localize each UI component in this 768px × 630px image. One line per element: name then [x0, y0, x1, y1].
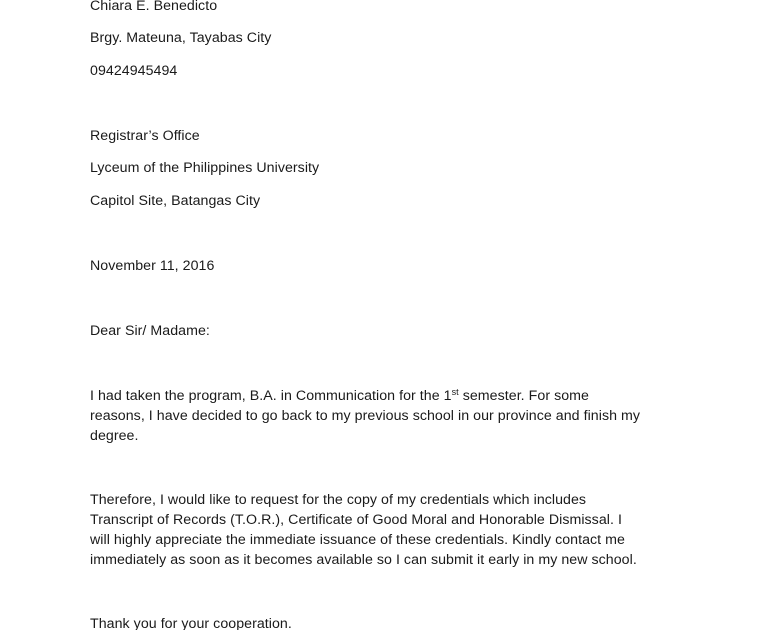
superscript-ordinal: st [451, 387, 459, 397]
salutation: Dear Sir/ Madame: [90, 323, 210, 339]
paragraph-line [90, 386, 680, 406]
recipient-institution: Lyceum of the Philippines University [90, 160, 320, 176]
letter-date: November 11, 2016 [90, 258, 215, 274]
sender-name: Chiara E. Benedicto [90, 0, 218, 14]
body-paragraph-1 [90, 386, 680, 446]
paragraph-line: will highly appreciate the immediate issuance of these credentials. Kindly contact me [90, 532, 625, 548]
paragraph-text: semester. For some [458, 388, 589, 404]
paragraph-line: immediately as soon as it becomes available so I can submit it early in my new school. [90, 552, 637, 568]
paragraph-text: I had taken the program, B.A. in Communication for the 1 [90, 388, 452, 404]
closing-line: Thank you for your cooperation. [90, 616, 292, 630]
paragraph-line: degree. [90, 428, 139, 444]
paragraph-line: Therefore, I would like to request for the copy of my credentials which includes [90, 492, 587, 508]
sender-address: Brgy. Mateuna, Tayabas City [90, 30, 272, 46]
sender-phone: 09424945494 [90, 63, 178, 79]
recipient-location: Capitol Site, Batangas City [90, 193, 261, 209]
paragraph-line: reasons, I have decided to go back to my previous school in our province and finish my [90, 408, 641, 424]
body-paragraph-2 [90, 490, 680, 570]
recipient-office: Registrar’s Office [90, 128, 200, 144]
paragraph-line: Transcript of Records (T.O.R.), Certificate of Good Moral and Honorable Dismissal. I [90, 512, 622, 528]
